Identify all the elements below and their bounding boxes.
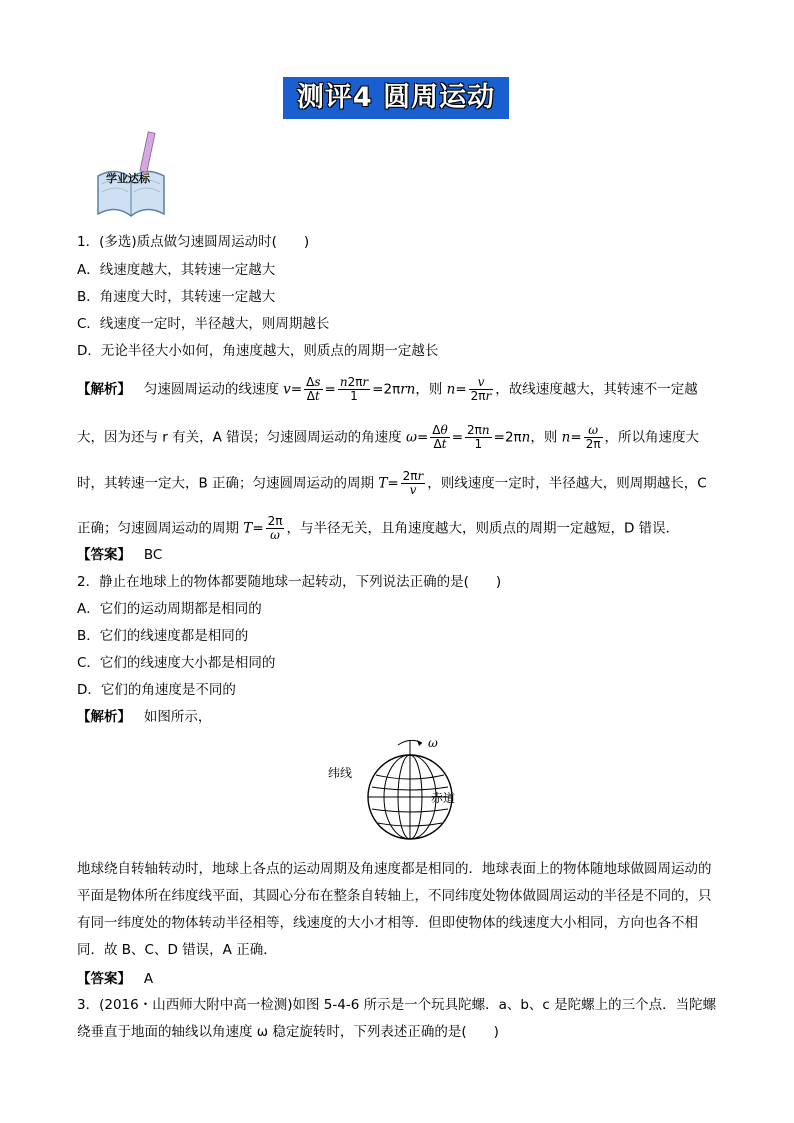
question-3-stem: 3．(2016・山西师大附中高一检测)如图 5-4-6 所示是一个玩具陀螺．a、b、c 是陀螺上的三个点．当陀螺绕垂直于地面的轴线以角速度 ω 稳定旋转时，下列表述正确的是( ) (77, 997, 717, 1040)
question-2-stem: 2．静止在地球上的物体都要随地球一起转动，下列说法正确的是( ) (77, 574, 502, 590)
badge-label: 学业达标 (106, 172, 150, 185)
q2-option-c: C．它们的线速度大小都是相同的 (77, 655, 276, 671)
page-title: 测评4 圆周运动 (283, 77, 509, 119)
q2-analysis-body: 地球绕自转轴转动时，地球上各点的运动周期及角速度都是相同的．地球表面上的物体随地球做圆周运动的平面是物体所在纬度线平面，其圆心分布在整条自转轴上，不同纬度处物体做圆周运动的半径是不同的，只有同一纬度处的物体转动半径相等，线速度的大小才相等．但即使物体的线速度大小相同，方向也各不相同．故 B、C、D 错误，A 正确． (77, 861, 712, 958)
q2-option-d: D．它们的角速度是不同的 (77, 682, 236, 698)
analysis-label: 【解析】 (77, 381, 131, 398)
q2-option-a: A．它们的运动周期都是相同的 (77, 601, 262, 617)
omega-label: ω (428, 736, 438, 750)
q2-analysis-intro: 【解析】 如图所示， (77, 709, 212, 725)
q1-analysis-line-3: 时，其转速一定大，B 正确；匀速圆周运动的周期 T= $\frac{2\pi r}{v}$ ，则线速度一定时，半径越大，则周期越长，C (77, 469, 707, 497)
q2-option-b: B．它们的线速度都是相同的 (77, 628, 249, 644)
q1-option-c: C．线速度一定时，半径越大，则周期越长 (77, 316, 330, 332)
equator-label: 赤道 (431, 791, 456, 805)
q1-option-d: D．无论半径大小如何，角速度越大，则质点的周期一定越长 (77, 343, 439, 359)
weft-label: 纬线 (328, 766, 353, 780)
q1-option-a: A．线速度越大，其转速一定越大 (77, 262, 276, 278)
globe-figure (326, 733, 466, 845)
q1-analysis-line-2: 大，因为还与 r 有关，A 错误；匀速圆周运动的角速度 ω= $\frac{\Delta\theta}{\Delta t}$ = $\frac{2\pi n}{1}$ =2πn，则 n= $\frac{\omega}{2\pi}$ ，所以角速度大 (77, 423, 700, 451)
question-1-stem: 1．(多选)质点做匀速圆周运动时( ) (77, 234, 310, 250)
q1-analysis-line-4: 正确；匀速圆周运动的周期 T= $\frac{2\pi}{\omega}$ ，与半径无关，且角速度越大，则质点的周期一定越短，D 错误． (77, 514, 680, 542)
q1-answer: 【答案】 BC (77, 547, 163, 563)
q1-option-b: B．角速度大时，其转速一定越大 (77, 289, 276, 305)
q2-answer: 【答案】 A (77, 971, 154, 987)
q1-analysis-line-1: 【解析】 匀速圆周运动的线速度 v= $\frac{\Delta s}{\Delta t}$ = $\frac{n2\pi r}{1}$ =2πrn，则 n= $\frac{v}{2\pi r}$ ，故线速度越大，其转速不一定越 (77, 375, 698, 403)
